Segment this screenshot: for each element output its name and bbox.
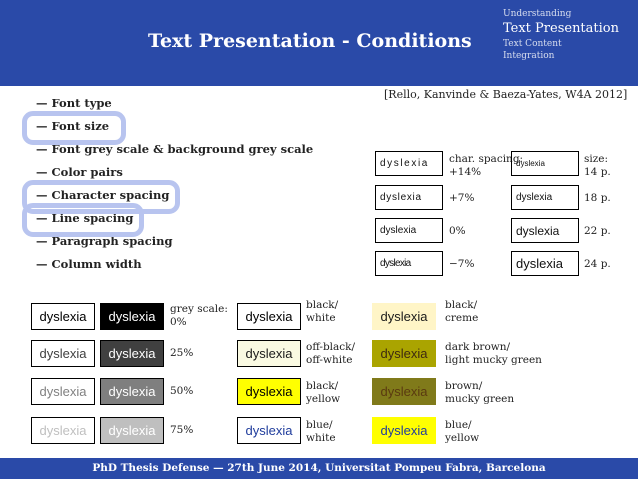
bullet-line-spacing: — Line spacing — [36, 211, 134, 225]
grey-sample-50: dyslexia — [31, 378, 95, 405]
slide-footer: PhD Thesis Defense — 27th June 2014, Universitat Pompeu Fabra, Barcelona — [0, 458, 638, 479]
grey-inverse-75: dyslexia — [100, 417, 164, 444]
highlight-line-spacing — [22, 203, 144, 237]
pair-brown-mucky: dyslexia — [372, 378, 436, 405]
grey-label-50: 50% — [170, 385, 194, 397]
size-sample-24: dyslexia — [511, 251, 579, 276]
pair-black-creme: dyslexia — [372, 303, 436, 330]
pair-label-black-creme: black/ creme — [445, 299, 479, 324]
bullet-font-size: — Font size — [36, 119, 110, 133]
slide-header — [0, 0, 638, 86]
pair-blue-yellow: dyslexia — [372, 417, 436, 444]
spacing-label-7: +7% — [449, 192, 475, 204]
grey-sample-75: dyslexia — [31, 417, 95, 444]
grey-inverse-50: dyslexia — [100, 378, 164, 405]
grey-label-75: 75% — [170, 424, 194, 436]
spacing-label-0: 0% — [449, 225, 466, 237]
grey-sample-25: dyslexia — [31, 340, 95, 367]
nav-item-integration[interactable]: Integration — [503, 51, 555, 61]
citation: [Rello, Kanvinde & Baeza-Yates, W4A 2012] — [384, 88, 628, 101]
pair-blue-white: dyslexia — [237, 417, 301, 444]
nav-item-understanding[interactable]: Understanding — [503, 9, 572, 19]
size-sample-22: dyslexia — [511, 218, 579, 243]
spacing-label-minus7: −7% — [449, 258, 475, 270]
nav-item-text-content[interactable]: Text Content — [503, 39, 562, 49]
highlight-font-size — [22, 111, 126, 145]
grey-label-25: 25% — [170, 347, 194, 359]
pair-label-darkbrown-lightmucky: dark brown/ light mucky green — [445, 341, 542, 366]
nav-item-text-presentation[interactable]: Text Presentation — [503, 21, 619, 36]
size-label-14: size: 14 p. — [584, 153, 611, 178]
pair-label-black-white: black/ white — [306, 299, 339, 324]
size-sample-14: dyslexia — [511, 151, 579, 176]
bullet-column-width: — Column width — [36, 257, 142, 271]
pair-black-white: dyslexia — [237, 303, 301, 330]
bullet-character-spacing: — Character spacing — [36, 188, 170, 202]
pair-label-blue-white: blue/ white — [306, 419, 336, 444]
size-label-22: 22 p. — [584, 225, 611, 237]
slide-title: Text Presentation - Conditions — [148, 30, 472, 52]
bullet-font-type: — Font type — [36, 96, 112, 110]
section-nav — [503, 8, 619, 62]
size-label-24: 24 p. — [584, 258, 611, 270]
spacing-sample-14: dyslexia — [375, 151, 443, 176]
grey-inverse-0: dyslexia — [100, 303, 164, 330]
bullet-color-pairs: — Color pairs — [36, 165, 123, 179]
spacing-label-14: char. spacing: +14% — [449, 153, 524, 178]
pair-offblack-offwhite: dyslexia — [237, 340, 301, 367]
bullet-paragraph-spacing: — Paragraph spacing — [36, 234, 173, 248]
pair-label-offblack-offwhite: off-black/ off-white — [306, 341, 356, 366]
pair-label-brown-mucky: brown/ mucky green — [445, 380, 515, 405]
grey-inverse-25: dyslexia — [100, 340, 164, 367]
pair-black-yellow: dyslexia — [237, 378, 301, 405]
grey-sample-0: dyslexia — [31, 303, 95, 330]
size-sample-18: dyslexia — [511, 185, 579, 210]
spacing-sample-7: dyslexia — [375, 185, 443, 210]
bullet-grey-scale: — Font grey scale & background grey scale — [36, 142, 314, 156]
pair-label-blue-yellow: blue/ yellow — [445, 419, 480, 444]
spacing-sample-minus7: dyslexia — [375, 251, 443, 276]
spacing-sample-0: dyslexia — [375, 218, 443, 243]
size-label-18: 18 p. — [584, 192, 611, 204]
pair-darkbrown-lightmucky: dyslexia — [372, 340, 436, 367]
grey-label-0: grey scale: 0% — [170, 303, 228, 328]
pair-label-black-yellow: black/ yellow — [306, 380, 341, 405]
